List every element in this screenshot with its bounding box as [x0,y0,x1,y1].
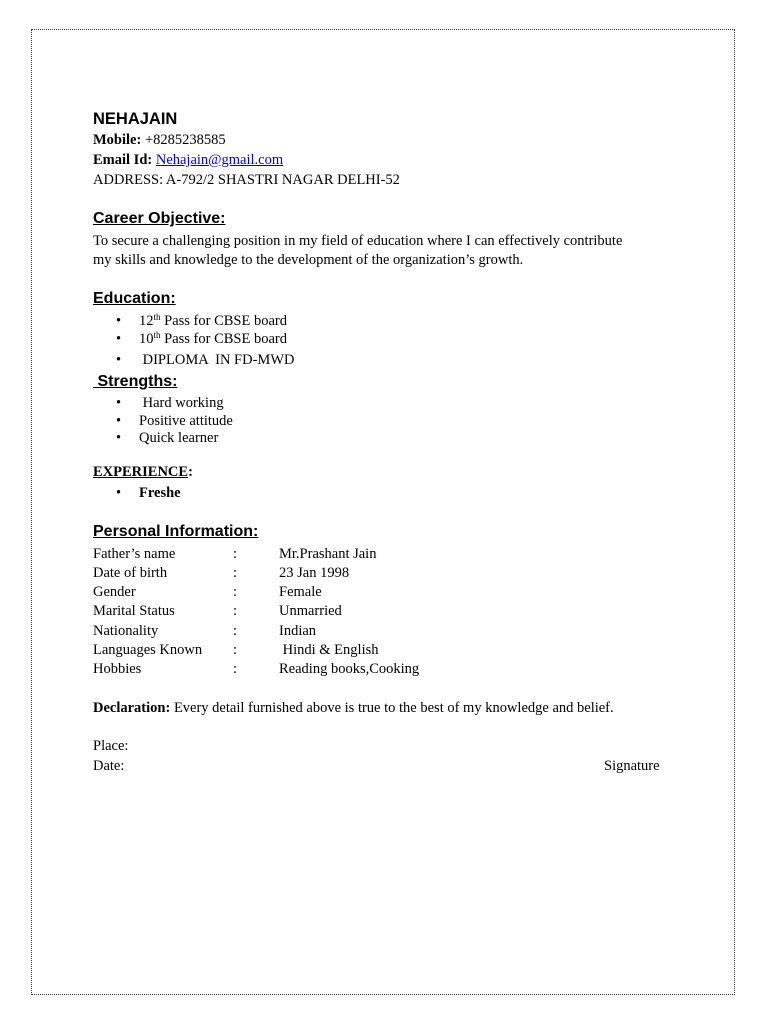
strength-item-text: Positive attitude [139,413,233,429]
info-label: Hobbies [93,661,142,677]
experience-item-text: Freshe [139,485,181,501]
info-value: Indian [279,623,317,639]
career-objective-line-2: my skills and knowledge to the development of the organization’s growth. [93,252,524,268]
bullet-icon: • [116,413,122,429]
mobile-line [93,131,226,150]
career-objective-line-1: To secure a challenging position in my field of education where I can effectively contribute [93,233,623,249]
info-colon: : [233,603,238,619]
education-item-text: 10th Pass for CBSE board [139,330,287,347]
info-value: Hindi & English [279,642,379,658]
experience-heading: EXPERIENCE [93,464,189,480]
info-label: Father’s name [93,546,176,562]
candidate-name: NEHAJAIN [93,110,178,128]
info-colon: : [233,546,238,562]
bullet-icon: • [116,395,122,411]
strength-item-text: Hard working [139,395,224,411]
bullet-icon: • [116,313,122,329]
career-objective-heading: Career Objective: [93,210,226,227]
place-label: Place: [93,738,129,754]
info-value: Reading books,Cooking [279,661,420,677]
education-heading: Education: [93,290,176,307]
info-label: Marital Status [93,603,175,619]
bullet-icon: • [116,331,122,347]
personal-info-heading: Personal Information: [93,523,259,540]
email-label: Email Id: [93,152,153,168]
info-value: Mr.Prashant Jain [279,546,377,562]
info-label: Nationality [93,623,159,639]
bullet-icon: • [116,430,122,446]
info-label: Gender [93,584,136,600]
mobile-value: +8285238585 [144,132,226,148]
declaration-label: Declaration: [93,700,171,716]
info-colon: : [233,584,238,600]
experience-heading-line: EXPERIENCE: [93,464,193,480]
info-label: Languages Known [93,642,203,658]
info-value: Female [279,584,322,600]
strengths-heading: Strengths: [97,373,178,390]
date-label: Date: [93,758,125,774]
bullet-icon: • [116,352,122,368]
info-value: Unmarried [279,603,342,619]
education-item-text: 12th Pass for CBSE board [139,312,287,329]
mobile-label: Mobile: [93,132,142,148]
bullet-icon: • [116,485,122,501]
declaration-text: Every detail furnished above is true to the best of my knowledge and belief. [170,700,614,716]
info-colon: : [233,642,238,658]
info-colon: : [233,623,238,639]
declaration-line [93,699,614,718]
strength-item-text: Quick learner [139,430,219,446]
address-line: ADDRESS: A-792/2 SHASTRI NAGAR DELHI-52 [93,172,400,188]
email-line [93,151,283,170]
email-link[interactable]: Nehajain@gmail.com [155,152,284,168]
signature-label: Signature [604,758,660,774]
info-colon: : [233,661,238,677]
info-value: 23 Jan 1998 [279,565,350,581]
education-item-text: DIPLOMA IN FD-MWD [139,352,295,368]
info-label: Date of birth [93,565,168,581]
info-colon: : [233,565,238,581]
